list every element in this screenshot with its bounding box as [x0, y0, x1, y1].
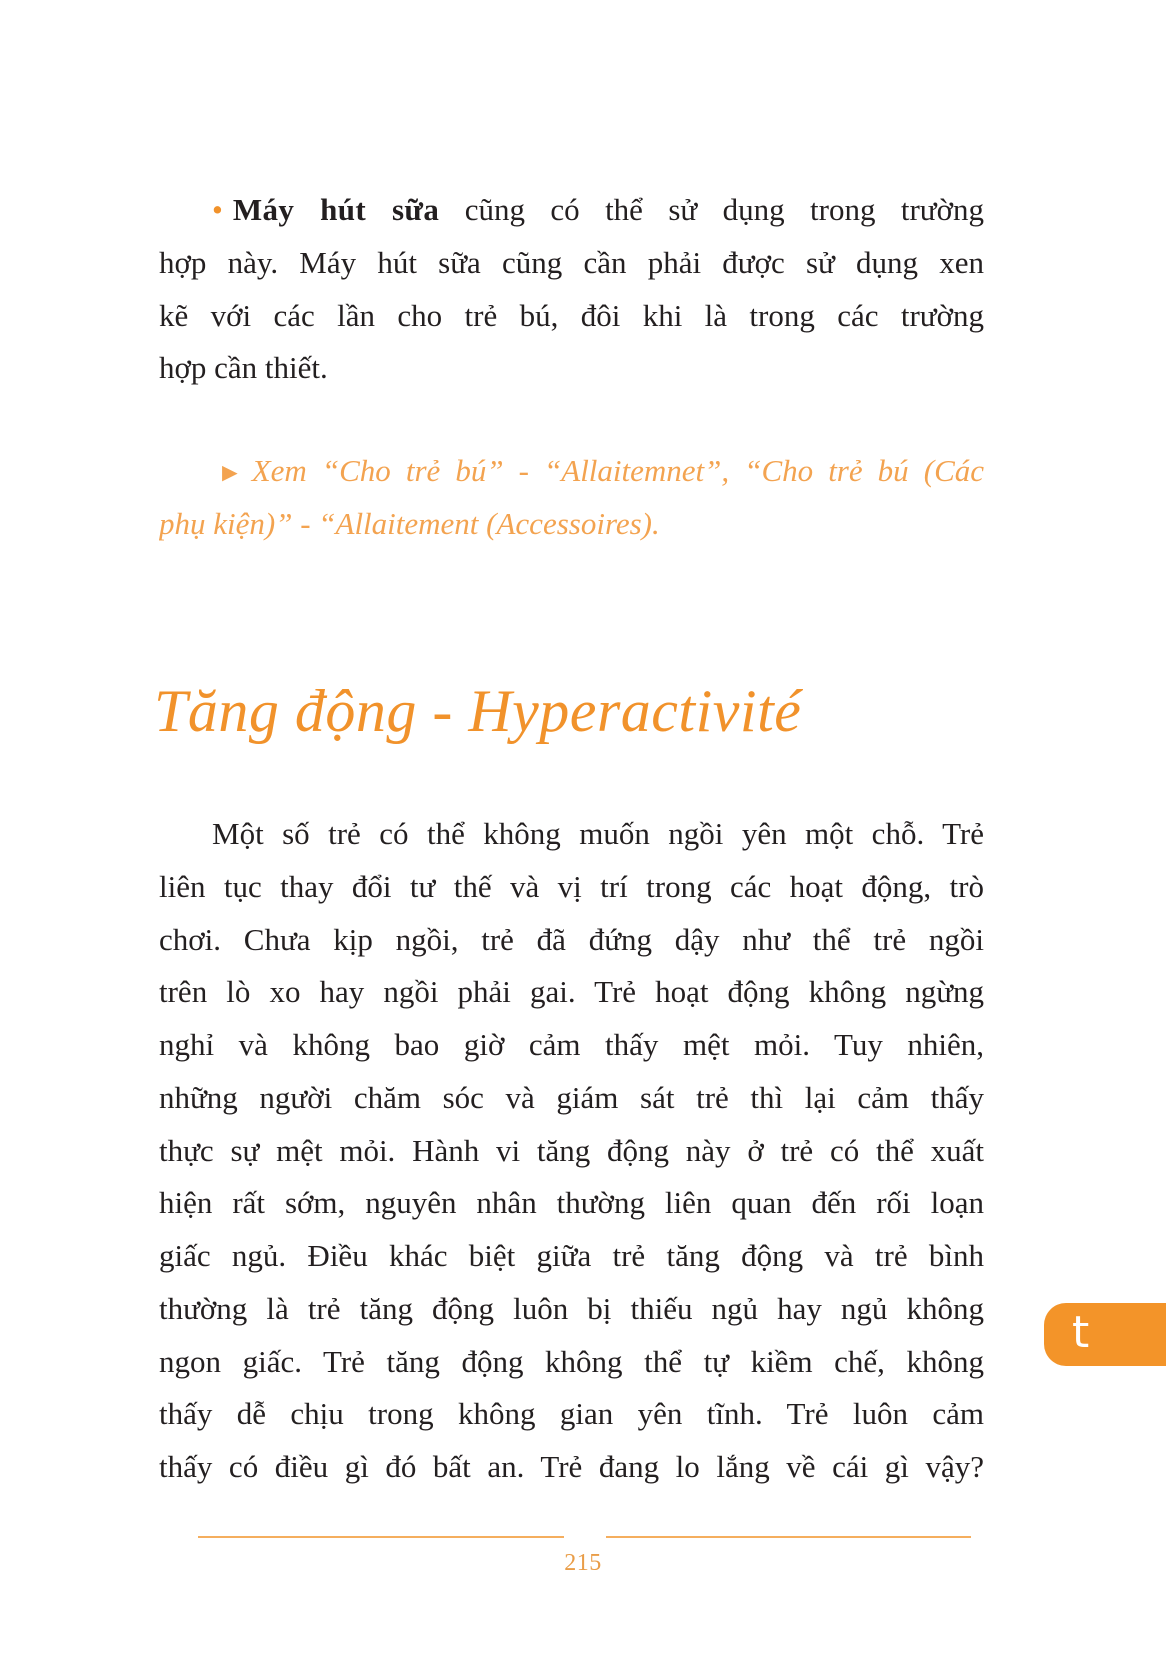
text-line: kẽ với các lần cho trẻ bú, đôi khi là trong các trường: [159, 297, 984, 333]
text-run: Xem “Cho trẻ bú” - “Allaitemnet”, “Cho trẻ bú (Các: [251, 453, 984, 488]
body-line: thực sự mệt mỏi. Hành vi tăng động này ở trẻ có thể xuất: [159, 1132, 984, 1168]
body-line: ngon giấc. Trẻ tăng động không thể tự kiềm chế, không: [159, 1343, 984, 1379]
body-line: chơi. Chưa kịp ngồi, trẻ đã đứng dậy như thể trẻ ngồi: [159, 921, 984, 957]
page-number: 215: [564, 1550, 602, 1576]
body-line: thấy dễ chịu trong không gian yên tĩnh. Trẻ luôn cảm: [159, 1396, 984, 1432]
bullet-dot: •: [212, 192, 223, 227]
section-title: Tăng động - Hyperactivité: [154, 678, 802, 744]
text-line: [159, 184, 984, 237]
cross-reference: [159, 445, 984, 551]
body-line: những người chăm sóc và giám sát trẻ thì lại cảm thấy: [159, 1079, 984, 1115]
cross-reference-line: [159, 445, 984, 498]
body-line: trên lò xo hay ngồi phải gai. Trẻ hoạt động không ngừng: [159, 974, 984, 1010]
bullet-paragraph: [159, 184, 984, 395]
body-line: liên tục thay đổi tư thế và vị trí trong các hoạt động, trò: [159, 868, 984, 904]
bold-lead-term: Máy hút sữa: [232, 192, 440, 227]
section-paragraph: [159, 808, 984, 1494]
text-line: hợp này. Máy hút sữa cũng cần phải được sử dụng xen: [159, 244, 984, 280]
body-line: giấc ngủ. Điều khác biệt giữa trẻ tăng động và trẻ bình: [159, 1238, 984, 1273]
alphabet-index-tab: [1044, 1303, 1166, 1366]
body-line: thường là trẻ tăng động luôn bị thiếu ngủ hay ngủ không: [159, 1290, 984, 1326]
text-line: hợp cần thiết.: [159, 350, 328, 386]
footer-rule-right: [606, 1536, 971, 1538]
index-letter: t: [1072, 1307, 1090, 1358]
body-line: nghỉ và không bao giờ cảm thấy mệt mỏi. Tuy nhiên,: [159, 1027, 984, 1062]
text-run: cũng có thể sử dụng trong trường: [464, 192, 984, 227]
footer-rule-left: [198, 1536, 564, 1538]
body-line: thấy có điều gì đó bất an. Trẻ đang lo lắng về cái gì vậy?: [159, 1449, 984, 1484]
triangle-pointer-icon: ►: [217, 458, 243, 487]
cross-reference-line: phụ kiện)” - “Allaitement (Accessoires).: [159, 505, 660, 541]
body-line: hiện rất sớm, nguyên nhân thường liên quan đến rối loạn: [159, 1185, 984, 1221]
body-line: Một số trẻ có thể không muốn ngồi yên một chỗ. Trẻ: [212, 816, 984, 851]
